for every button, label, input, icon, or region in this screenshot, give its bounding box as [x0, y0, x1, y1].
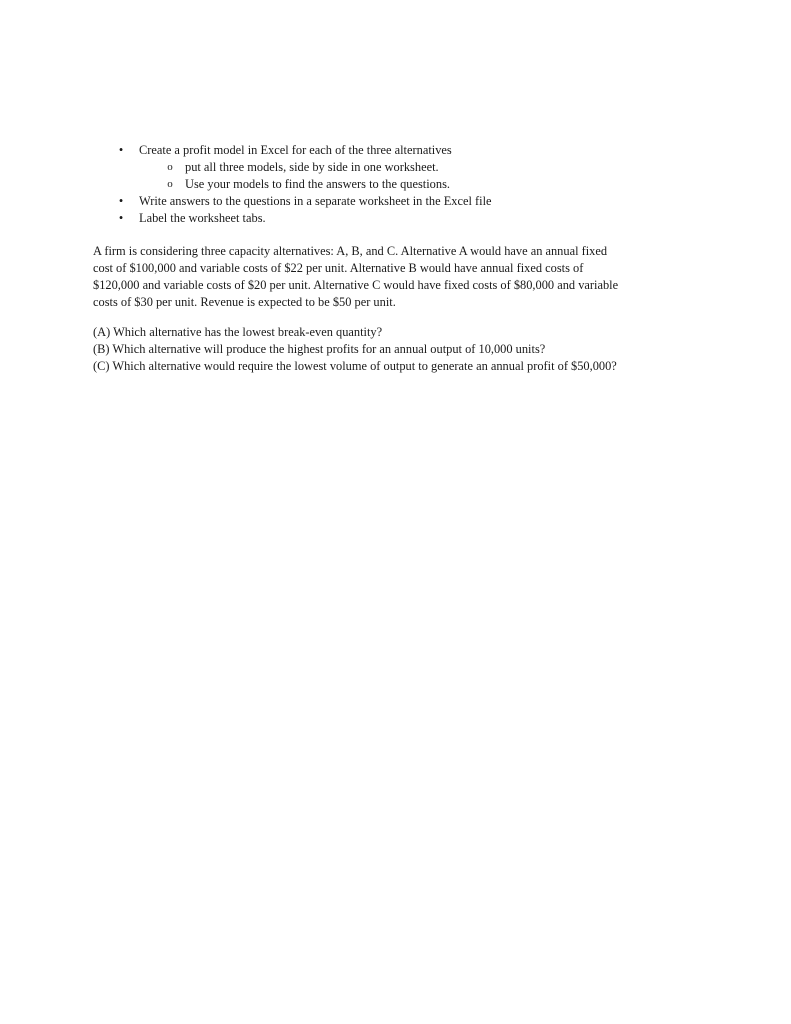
- problem-line: costs of $30 per unit. Revenue is expected to be $50 per unit.: [93, 295, 396, 309]
- bullet-icon: •: [118, 211, 124, 225]
- problem-line: A firm is considering three capacity alternatives: A, B, and C. Alternative A would have an annual fixed: [93, 244, 608, 258]
- sub-instruction-text: put all three models, side by side in one worksheet.: [185, 160, 439, 174]
- problem-line: $120,000 and variable costs of $20 per unit. Alternative C would have fixed costs of $80,000 and variable: [93, 278, 619, 292]
- list-item: [0, 210, 791, 227]
- bullet-icon: •: [118, 194, 124, 208]
- sub-bullet-icon: o: [167, 178, 173, 190]
- problem-line: cost of $100,000 and variable costs of $22 per unit. Alternative B would have annual fixed costs of: [93, 261, 584, 275]
- question-c: (C) Which alternative would require the lowest volume of output to generate an annual profit of $50,000?: [93, 359, 617, 373]
- sub-list-item: [0, 176, 791, 193]
- problem-statement: [93, 243, 713, 311]
- bullet-icon: •: [118, 143, 124, 157]
- list-item: [0, 193, 791, 210]
- question-b: (B) Which alternative will produce the highest profits for an annual output of 10,000 units?: [93, 342, 546, 356]
- question-list: [93, 324, 713, 375]
- sub-bullet-icon: o: [167, 161, 173, 173]
- sub-instruction-text: Use your models to find the answers to the questions.: [185, 177, 450, 191]
- instruction-text: Write answers to the questions in a separate worksheet in the Excel file: [139, 194, 492, 208]
- sub-list-item: [0, 159, 791, 176]
- instruction-list: [0, 142, 791, 227]
- question-a: (A) Which alternative has the lowest break-even quantity?: [93, 325, 383, 339]
- list-item: [0, 142, 791, 159]
- instruction-text: Create a profit model in Excel for each of the three alternatives: [139, 143, 452, 157]
- instruction-text: Label the worksheet tabs.: [139, 211, 266, 225]
